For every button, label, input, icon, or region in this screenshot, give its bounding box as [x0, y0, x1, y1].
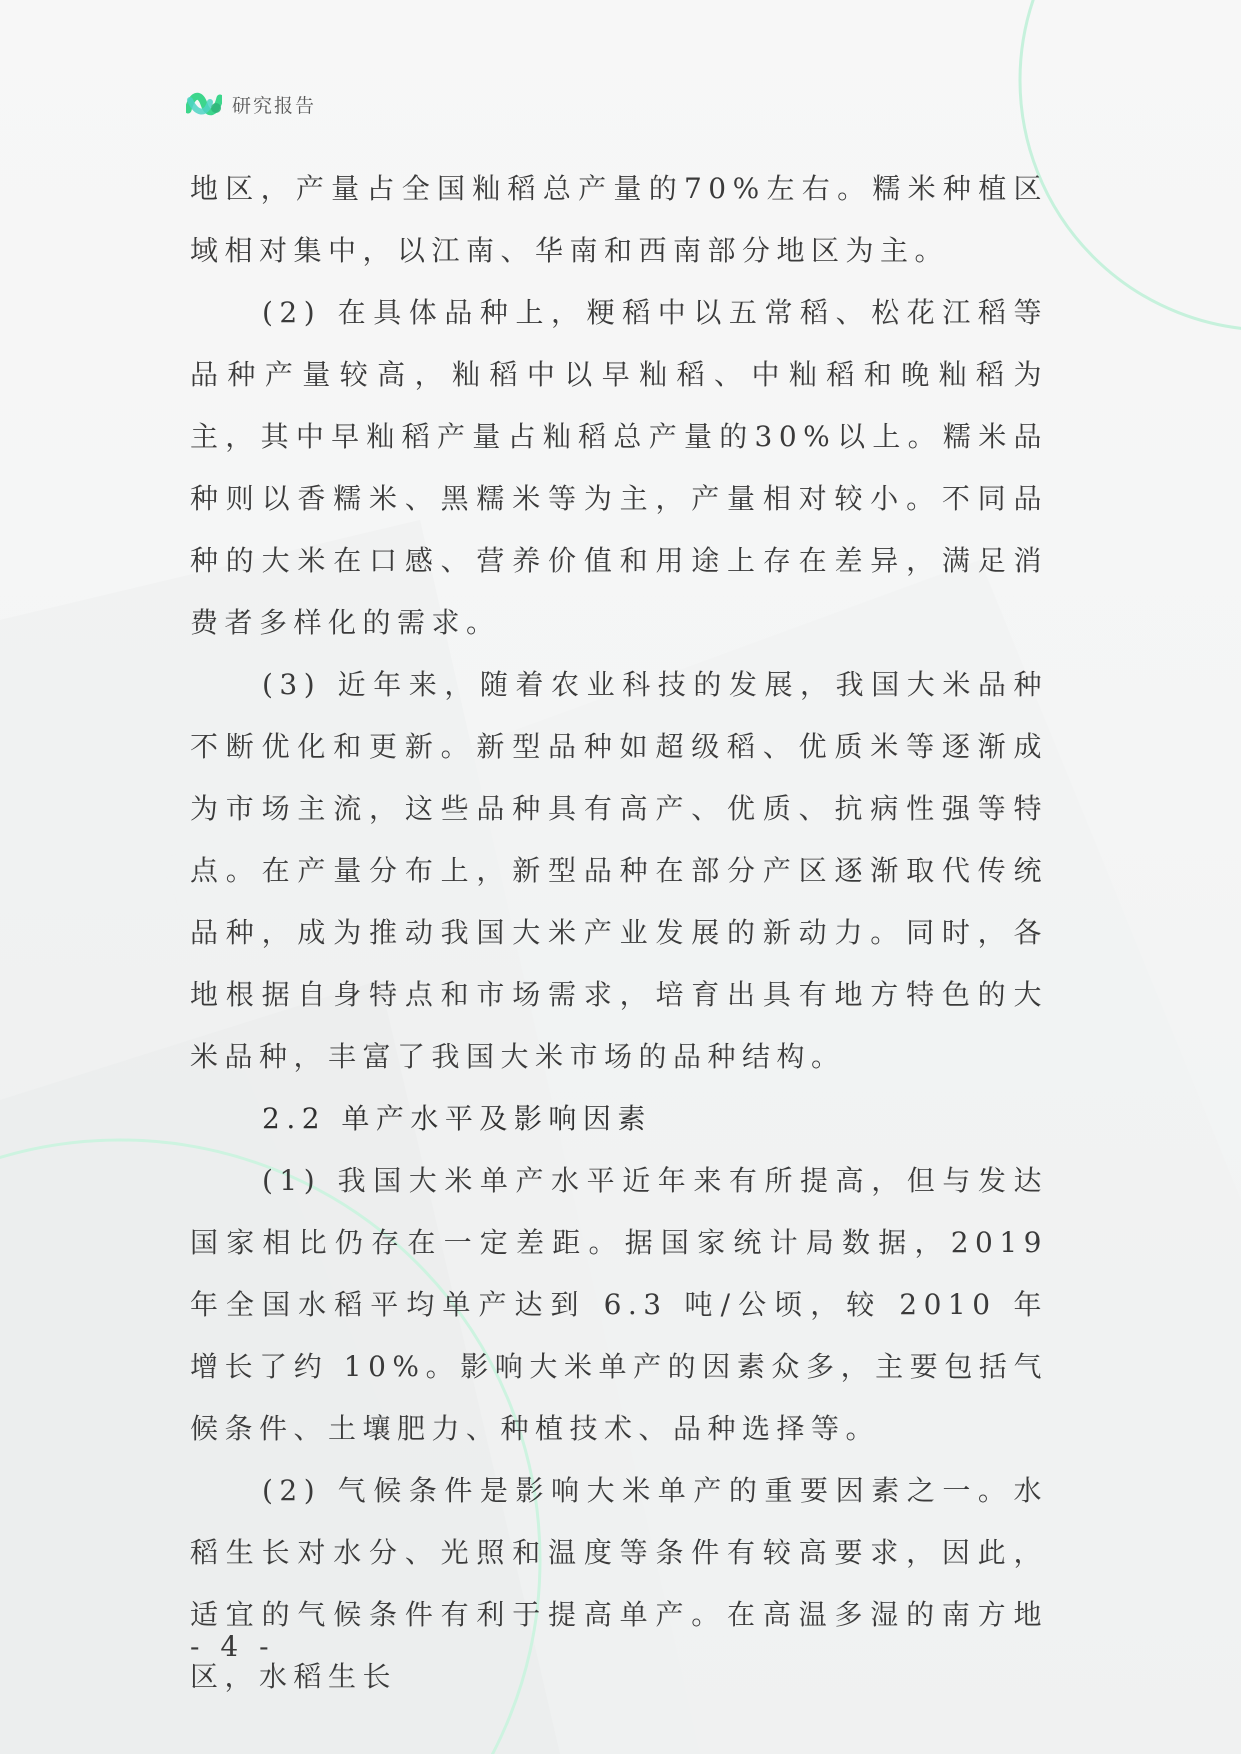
paragraph-2: (2) 在具体品种上，粳稻中以五常稻、松花江稻等品种产量较高，籼稻中以早籼稻、中籼稻和晚籼稻为主，其中早籼稻产量占籼稻总产量的30%以上。糯米品种则以香糯米、黑糯米等为主，产量相对较小。不同品种的大米在口感、营养价值和用途上存在差异，满足消费者多样化的需求。	[190, 296, 1048, 639]
section-heading: 2.2 单产水平及影响因素	[262, 1102, 652, 1135]
header-title: 研究报告	[232, 94, 317, 117]
paragraph-continuation: 地区，产量占全国籼稻总产量的70%左右。糯米种植区域相对集中，以江南、华南和西南部分地区为主。	[190, 172, 1048, 267]
paragraph-4: (1) 我国大米单产水平近年来有所提高，但与发达国家相比仍存在一定差距。据国家统计局数据，2019 年全国水稻平均单产达到 6.3 吨/公顷，较 2010 年增长了约 10%。影响大米单产的因素众多，主要包括气候条件、土壤肥力、种植技术、品种选择等。	[190, 1164, 1048, 1445]
paragraph-5: (2) 气候条件是影响大米单产的重要因素之一。水稻生长对水分、光照和温度等条件有较高要求，因此，适宜的气候条件有利于提高单产。在高温多湿的南方地区，水稻生长	[190, 1474, 1048, 1693]
brand-logo-icon	[186, 88, 222, 120]
paragraph-3: (3) 近年来，随着农业科技的发展，我国大米品种不断优化和更新。新型品种如超级稻、优质米等逐渐成为市场主流，这些品种具有高产、优质、抗病性强等特点。在产量分布上，新型品种在部分产区逐渐取代传统品种，成为推动我国大米产业发展的新动力。同时，各地根据自身特点和市场需求，培育出具有地方特色的大米品种，丰富了我国大米市场的品种结构。	[190, 668, 1048, 1073]
decor-arc-top-right	[1020, 0, 1241, 330]
report-header	[186, 86, 316, 122]
page-number: - 4 -	[190, 1630, 275, 1663]
document-body	[190, 158, 1048, 1708]
